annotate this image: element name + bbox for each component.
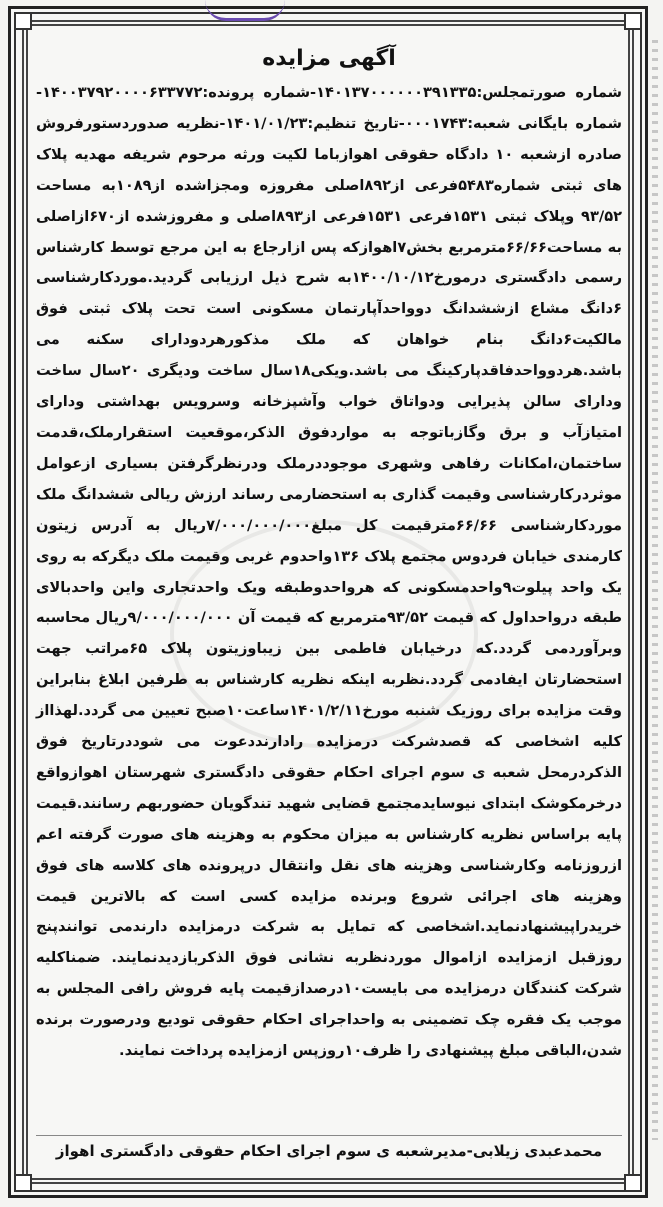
- pen-mark: [205, 0, 285, 21]
- corner-ornament-icon: [14, 12, 32, 30]
- notice-title: آگهی مزایده: [262, 46, 396, 71]
- notice-body: شماره صورتمجلس:۱۴۰۱۳۷۰۰۰۰۰۰۳۹۱۳۳۵-شماره پرونده:۱۴۰۰۳۷۹۲۰۰۰۰۶۳۳۷۷۲-شماره بایگانی شعبه:۰۰۰۱۷۴۳-تاریخ تنظیم:۱۴۰۱/۰۱/۲۳-نظریه صدوردستورفروش صادره ازشعبه ۱۰ دادگاه حقوقی اهوازباما لکیت ورثه مرحوم شریفه مهدیه پلاک های ثبتی شماره۵۴۸۳فرعی از۸۹۲اصلی مفروزه ومجزاشده از۱۰۸۹به مساحت ۹۳/۵۲ وپلاک ثبتی ۱۵۳۱فرعی ۱۵۳۱فرعی از۸۹۳اصلی و مفروزشده از۶۷۰ازاصلی به مساحت۶۶/۶۶مترمربع بخش۷اهوازکه پس ازارجاع به این مرجع توسط کارشناس رسمی دادگستری درمورخ۱۴۰۰/۱۰/۱۲به شرح ذیل ارزیابی گردید.موردکارشناسی ۶دانگ مشاع ازششدانگ دوواحدآپارتمان مسکونی است تحت پلاک ثبتی فوق مالکیت۶دانگ بنام خواهان که ملک مذکورهردودارای سکنه می باشد.هردوواحدفاقدپارکینگ می باشد.ویکی۱۸سال ساخت ودیگری ۲۰سال ساخت ودارای سالن پذیرایی ودواتاق خواب وآشپزخانه وسرویس بهداشتی ودارای امتیازآب و برق وگازباتوجه به مواردفوق الذکر،موقعیت استقرارملک،قدمت ساختمان،امکانات رفاهی وشهری موجوددرملک ودرنظرگرفتن بسیاری ازعوامل موثردرکارشناسی وقیمت گذاری به استحضارمی رساند ارزش ریالی ششدانگ ملک موردکارشناسی ۶۶/۶۶مترقیمت کل مبلغ۷/۰۰۰/۰۰۰/۰۰۰ریال به آدرس زیتون کارمندی خیابان فردوس مجتمع پلاک ۱۳۶واحدوم غربی وقیمت ملک دیگرکه به روی یک واحد پیلوت۹واحدمسکونی که هرواحدوطبقه ویک واحدتجاری واین واحدبالای طبقه درواحداول که قیمت ۹۳/۵۲مترمربع که قیمت آن ۹/۰۰۰/۰۰۰/۰۰۰ریال محاسبه وبرآوردمی گردد.که درخیابان فاطمی بین زیباوزیتون پلاک ۶۵مراتب جهت استحضارتان ایفادمی گردد.نظربه اینکه نظریه کارشناس به طرفین ابلاغ بنابراین وقت مزایده برای روزیک شنبه مورخ۱۴۰۱/۲/۱۱ساعت۱۰صبح تعیین می گردد.لهذااز کلیه اشخاصی که قصدشرکت درمزایده رادارنددعوت می شوددرتاریخ فوق الذکردرمحل شعبه ی سوم اجرای احکام حقوقی دادگستری شهرستان اهوازواقع درخرمکوشک ابتدای نیوسایدمجتمع قضایی شهید تندگویان حضوربهم رسانند.قیمت پایه براساس نظریه کارشناس به میزان محکوم به وهزینه های صورت گرفته اعم ازروزنامه وکارشناسی وهزینه های نقل وانتقال درپرونده های کلاسه های فوق وهزینه های اجرائی شروع وبرنده مزایده کسی است که بالاترین قیمت خریدراپیشنهادنماید.اشخاصی که تمایل به شرکت درمزایده دارندمی توانندپنج روزقبل ازمزایده ازاموال موردنظربه نشانی فوق الذکربازدیدنمایند. ضمناکلیه شرکت کنندگان درمزایده می بایست۱۰درصدازقیمت پایه فروش رافی المجلس به موجب یک فقره چک تضمینی به واحداجرای احکام حقوقی تودیع ودرصورت برنده شدن،الباقی مبلغ پیشنهادی را ظرف۱۰روزپس ازمزایده پرداخت نمایند.: [36, 84, 623, 1060]
- corner-ornament-icon: [624, 1174, 642, 1192]
- corner-ornament-icon: [624, 12, 642, 30]
- corner-ornament-icon: [14, 1174, 32, 1192]
- notice-content: [36, 44, 622, 1164]
- notice-signature: محمدعبدی زیلابی-مدیرشعبه ی سوم اجرای احکام حقوقی دادگستری اهواز: [36, 1135, 622, 1160]
- page-edge-mark: [652, 40, 658, 1140]
